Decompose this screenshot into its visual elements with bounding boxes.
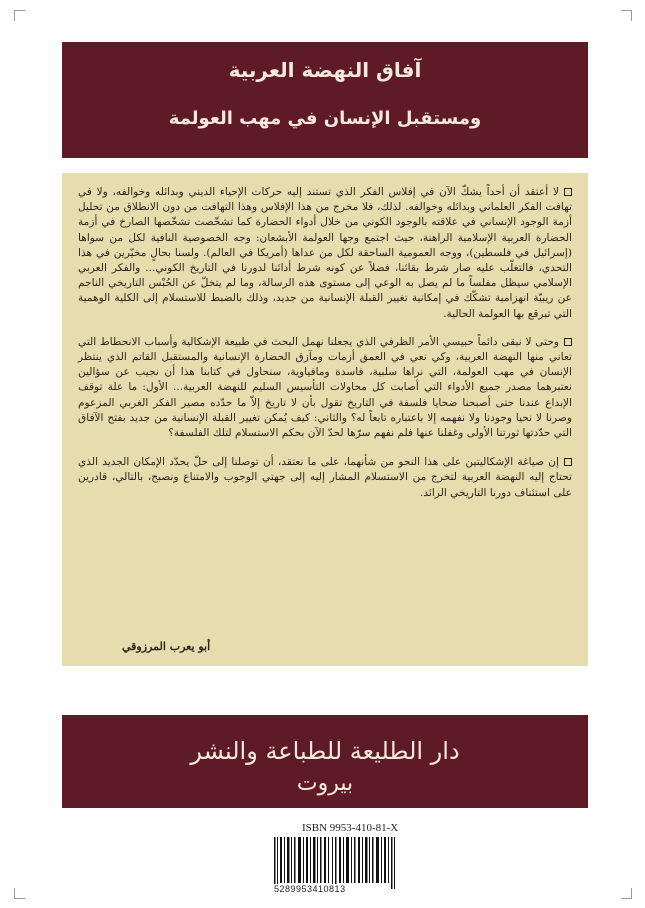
- crop-mark: [14, 888, 25, 899]
- crop-mark: [14, 10, 25, 21]
- book-subtitle: ومستقبل الإنسان في مهب العولمة: [168, 108, 482, 129]
- crop-mark: [621, 10, 632, 21]
- book-title: آفاق النهضة العربية: [228, 58, 422, 82]
- square-bullet-icon: [564, 188, 572, 196]
- square-bullet-icon: [564, 458, 572, 466]
- back-cover-blurb: [62, 173, 588, 666]
- isbn-label: ISBN 9953-410-81-X: [302, 822, 399, 834]
- author-signature: أبو يعرب المرزوقي: [122, 640, 211, 653]
- publisher-band: [62, 715, 588, 808]
- paragraph-text: لا أعتقد أن أحداً يشكّ الآن في إفلاس الفكر الذي تستند إليه حركات الإحياء الديني وبدائله وخوالفه، ولا في تهافت الفكر العلماني وبدائله وخوالفه. لذلك، فلا مخرج من هذا الإفلاس وهذا التهافت من دون الانطلاق من تحليل أزمة الوجود الإنساني في علاقته بالوجود الكوني من خلال أدواء الحضارة كما تشخّصت تشخّصها الصارخ في أزمة الحضارة العربية الإسلامية الراهنة، حيث اجتمع وجها العولمة الأبشعان: وجه الخصوصية النافية لكل من سواها (إسرائيل في فلسطين)، ووجه العمومية الساحقة لكل من عداها (أمريكا في العالم). ولسنا بحالٍ مخيّرين في هذا التحدي، فالتغلّب عليه صار شرط بقائنا، فضلاً عن كونه شرط أدائنا لدورنا في التاريخ الكوني... والفكر العربي الإسلامي سيظل مفلساً ما لم يصل به الوعي إلى مستوى هذه الرسالة، وما لم يتخلّ عن الحُبْس التاريخي الناجم عن ريبيّة انهزامية تشكّك في إمكانية تغيير القبلة الإنسانية من جديد، وذلك بالضبط للاستسلام إلى الكلية الوهمية التي تبرقع بها العولمة الحالية.: [78, 186, 572, 320]
- publisher-city: بيروت: [296, 771, 354, 796]
- blurb-paragraph: [78, 335, 572, 441]
- paragraph-text: وحتى لا نبقى دائماً حبيسي الأمر الظرفي الذي يجعلنا نهمل البحث في طبيعة الإشكالية وأسباب الانحطاط التي تعاني منها النهضة العربية، وكي نعي في العمق أزمات ومآزق الحضارة الإنسانية والمستقبل القاتم الذي ينتظر الإنسان في مهب العولمة، التي نراها سلبية، فاسدة ومافياوية، سنحاول في كتابنا هذا أن نجيب عن سؤالين نعتبرهما مصدر جميع الأدواء التي أصابت كل محاولات التأسيس السليم للنهضة العربية... الأول: ما علة توقف الإبداع عندنا حتى أصبحنا ضحايا فلسفة في التاريخ تقول بأن لا تاريخ إلاّ ما حدّده مصير الفكر الغربي المزعوم وصرنا لا نحيا وجودنا ولا نفهمه إلا باعتباره تابعاً له؟ والثاني: كيف يُمكن تغيير القبلة الإنسانية من جديد بفتح الآفاق التي حدّدتها ثورتنا الأولى وغفلنا عنها فلم نفهم سرّها لحدّ الآن بحكم الاستسلام لتلك الفلسفة؟: [78, 335, 572, 440]
- title-band: [62, 42, 588, 158]
- square-bullet-icon: [564, 338, 572, 346]
- publisher-name: دار الطليعة للطباعة والنشر: [190, 737, 460, 765]
- blurb-paragraph: [78, 455, 572, 501]
- crop-mark: [621, 888, 632, 899]
- blurb-paragraph: [78, 185, 572, 322]
- barcode-digits: 5289953410813: [274, 884, 346, 894]
- paragraph-text: إن صياغة الإشكاليتين على هذا النحو من شأنهما، على ما نعتقد، أن توصلنا إلى حلّ يحدّد الإمكان الجديد الذي تحتاج إليه النهضة العربية لتخرج من الاستسلام المشار إليه إلى جهتي الوجوب والامتناع ونصبح، بالتالي، قادرين على استئناف دورنا التاريخي الرائد.: [78, 456, 572, 499]
